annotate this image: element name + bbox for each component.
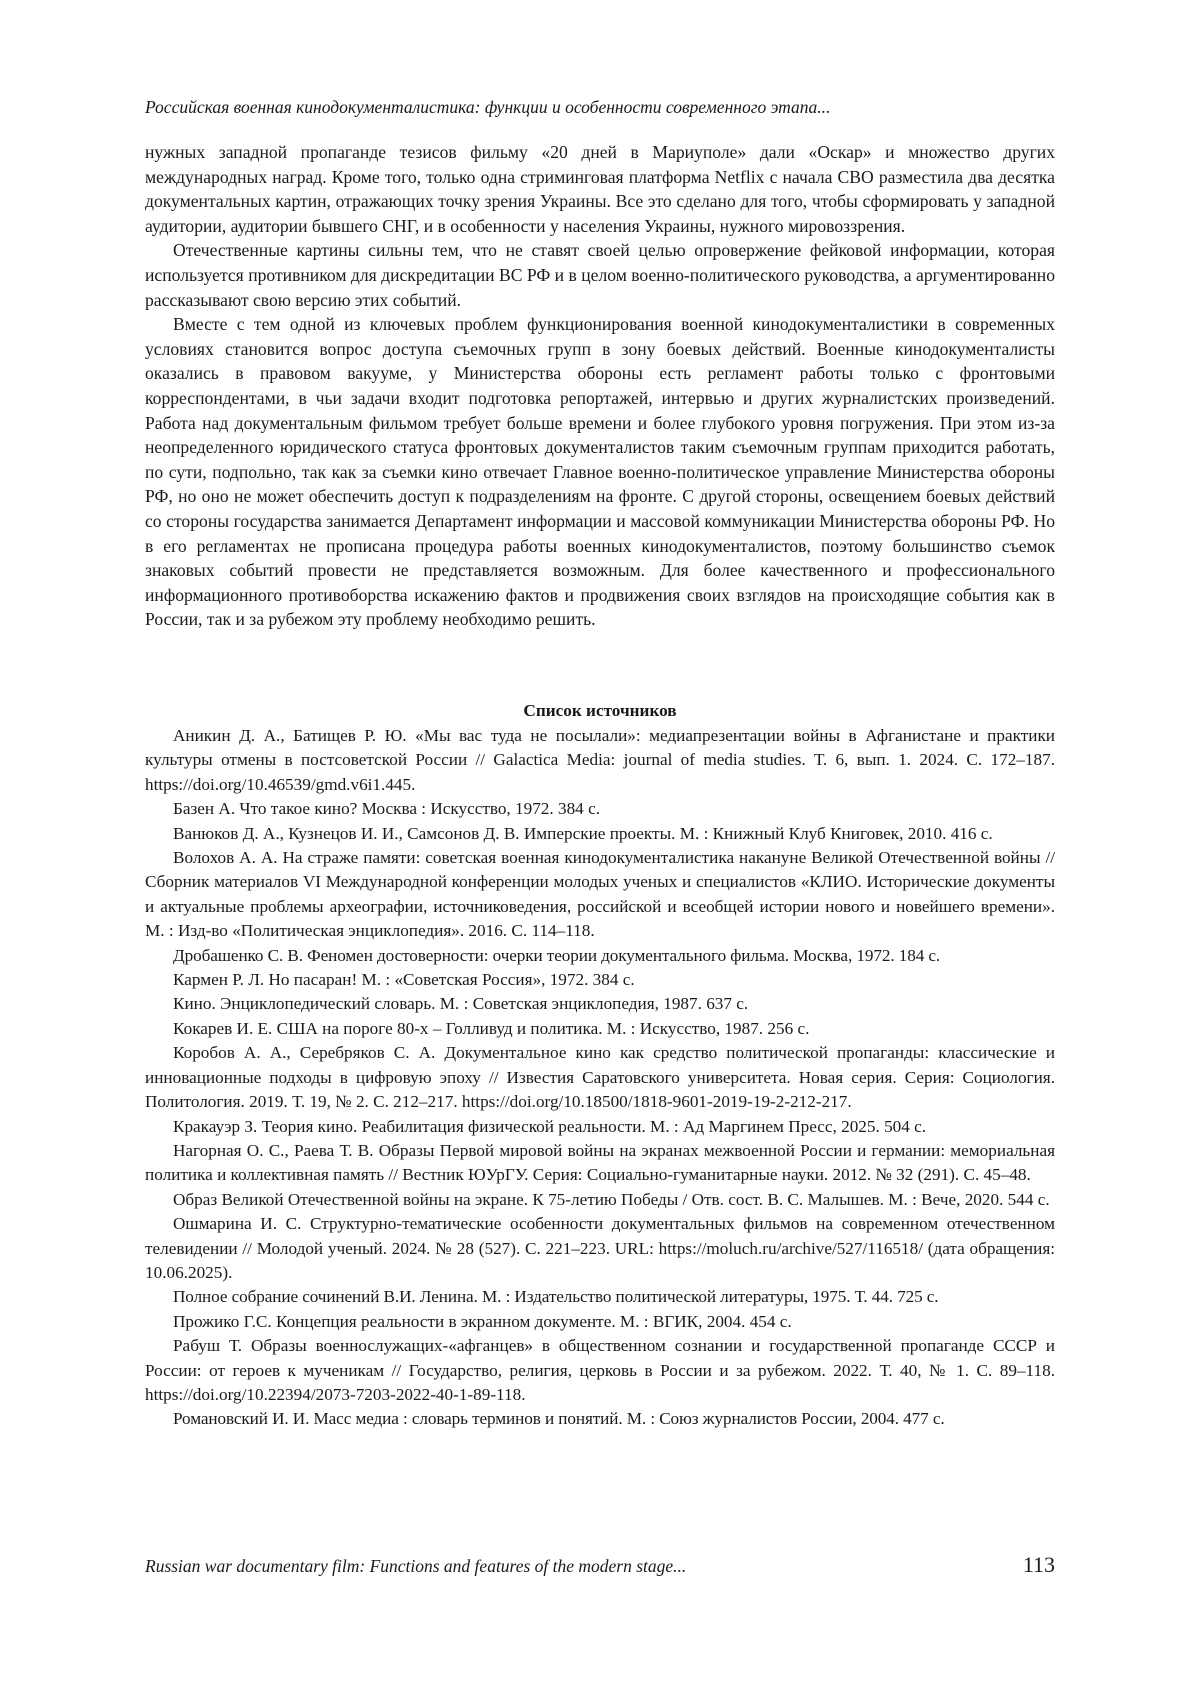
- article-page: [145, 0, 1055, 1698]
- reference-item: Дробашенко С. В. Феномен достоверности: очерки теории документального фильма. Москва, 1972. 184 с.: [173, 945, 941, 965]
- reference-item: Полное собрание сочинений В.И. Ленина. М. : Издательство политической литературы, 1975. Т. 44. 725 с.: [173, 1287, 939, 1307]
- running-header: Российская военная кинодокументалистика: функции и особенности современного этапа...: [145, 97, 831, 117]
- reference-item: Романовский И. И. Масс медиа : словарь терминов и понятий. М. : Союз журналистов России, 2004. 477 с.: [173, 1409, 945, 1429]
- reference-item: Аникин Д. А., Батищев Р. Ю. «Мы вас туда не посылали»: медиапрезентации войны в Афганистане и практики культуры отмены в постсоветской России // Galactica Media: journal of media studies. Т. 6, вып. 1. 2024. С. 172–187. https://doi.org/10.46539/gmd.v6i1.445.: [145, 726, 1055, 794]
- reference-item: Кракауэр З. Теория кино. Реабилитация физической реальности. М. : Ад Маргинем Пресс, 2025. 504 с.: [173, 1116, 927, 1136]
- references-title: Список источников: [523, 701, 677, 720]
- reference-item: Ванюков Д. А., Кузнецов И. И., Самсонов Д. В. Имперские проекты. М. : Книжный Клуб Книговек, 2010. 416 с.: [173, 823, 993, 843]
- reference-item: Волохов А. А. На страже памяти: советская военная кинодокументалистика накануне Великой Отечественной войны // Сборник материалов VI Международной конференции молодых ученых и специалистов «КЛИО. Исторические документы и актуальные проблемы археографии, источниковедения, российской и всеобщей истории нового и новейшего времени». М. : Изд-во «Политическая энциклопедия». 2016. С. 114–118.: [145, 848, 1055, 941]
- body-text: [145, 140, 1055, 632]
- reference-item: Нагорная О. С., Раева Т. В. Образы Первой мировой войны на экранах межвоенной России и германии: мемориальная политика и коллективная память // Вестник ЮУрГУ. Серия: Социально-гуманитарные науки. 2012. № 32 (291). С. 45–48.: [145, 1140, 1055, 1185]
- body-paragraph: нужных западной пропаганде тезисов фильму «20 дней в Мариуполе» дали «Оскар» и множество других международных наград. Кроме того, только одна стриминговая платформа Netflix с начала СВО разместила два десятка документальных картин, отражающих точку зрения Украины. Все это сделано для того, чтобы сформировать у западной аудитории, аудитории бывшего СНГ, и в особенности у населения Украины, нужного мировоззрения.: [145, 142, 1055, 236]
- page-number: 113: [1022, 1552, 1055, 1577]
- reference-item: Кино. Энциклопедический словарь. М. : Советская энциклопедия, 1987. 637 с.: [173, 994, 749, 1014]
- reference-item: Ошмарина И. С. Структурно-тематические особенности документальных фильмов на современном отечественном телевидении // Молодой ученый. 2024. № 28 (527). С. 221–223. URL: https://moluch.ru/archive/527/116518/ (дата обращения: 10.06.2025).: [145, 1214, 1055, 1282]
- reference-item: Коробов А. А., Серебряков С. А. Документальное кино как средство политической пропаганды: классические и инновационные подходы в цифровую эпоху // Известия Саратовского университета. Новая серия. Серия: Социология. Политология. 2019. Т. 19, № 2. С. 212–217. https://doi.org/10.18500/1818-9601-2019-19-2-212-217.: [145, 1043, 1055, 1112]
- running-footer: Russian war documentary film: Functions and features of the modern stage...: [145, 1556, 687, 1576]
- reference-item: Кармен Р. Л. Но пасаран! М. : «Советская Россия», 1972. 384 с.: [173, 970, 635, 990]
- body-paragraph: Вместе с тем одной из ключевых проблем функционирования военной кинодокументалистики в современных условиях становится вопрос доступа съемочных групп в зону боевых действий. Военные кинодокументалисты оказались в правовом вакууме, у Министерства обороны есть регламент работы только с фронтовыми корреспондентами, в чьи задачи входит подготовка репортажей, интервью и других журналистских произведений. Работа над документальным фильмом требует больше времени и более глубокого уровня погружения. При этом из-за неопределенного юридического статуса фронтовых документалистов таким съемочным группам приходится работать, по сути, подпольно, так как за съемки кино отвечает Главное военно-политическое управление Министерства обороны РФ, но оно не может обеспечить доступ к подразделениям на фронте. С другой стороны, освещением боевых действий со стороны государства занимается Департамент информации и массовой коммуникации Министерства обороны РФ. Но в его регламентах не прописана процедура работы военных кинодокументалистов, поэтому большинство съемок знаковых событий провести не представляется возможным. Для более качественного и профессионального информационного противоборства искажению фактов и продвижения своих взглядов на происходящие события как в России, так и за рубежом эту проблему необходимо решить.: [145, 314, 1055, 630]
- reference-item: Образ Великой Отечественной войны на экране. К 75-летию Победы / Отв. сост. В. С. Малышев. М. : Вече, 2020. 544 с.: [173, 1189, 1050, 1209]
- reference-item: Рабуш Т. Образы военнослужащих-«афганцев» в общественном сознании и государственной пропаганде СССР и России: от героев к мученикам // Государство, религия, церковь в России и за рубежом. 2022. Т. 40, № 1. С. 89–118. https://doi.org/10.22394/2073-7203-2022-40-1-89-118.: [145, 1336, 1055, 1404]
- reference-item: Прожико Г.С. Концепция реальности в экранном документе. М. : ВГИК, 2004. 454 с.: [173, 1311, 792, 1331]
- references-list: [145, 724, 1055, 1432]
- reference-item: Базен А. Что такое кино? Москва : Искусство, 1972. 384 с.: [173, 799, 600, 819]
- body-paragraph: Отечественные картины сильны тем, что не ставят своей целью опровержение фейковой информации, которая используется противником для дискредитации ВС РФ и в целом военно-политического руководства, а аргументированно рассказывают свою версию этих событий.: [145, 240, 1055, 310]
- reference-item: Кокарев И. Е. США на пороге 80-х – Голливуд и политика. М. : Искусство, 1987. 256 с.: [173, 1018, 810, 1038]
